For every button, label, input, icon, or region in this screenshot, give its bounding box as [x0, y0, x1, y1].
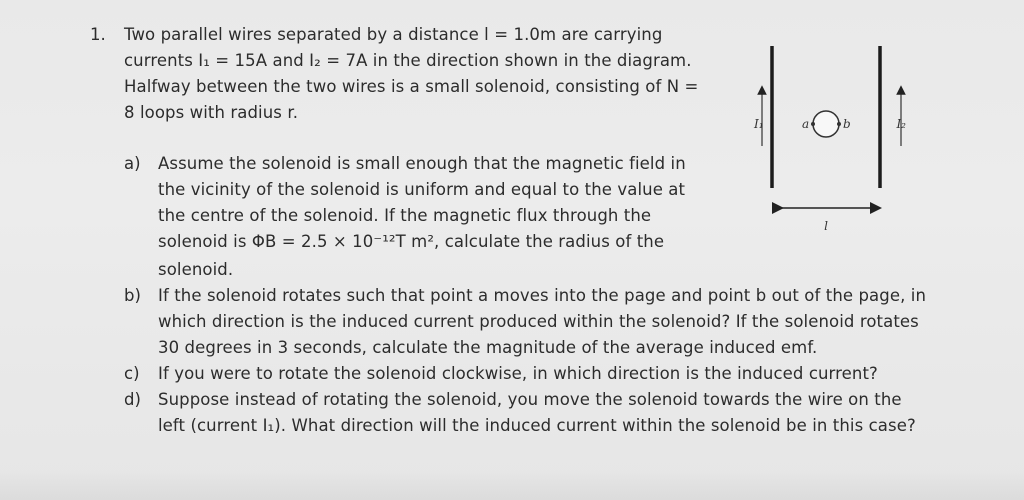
wires-solenoid-diagram: [748, 38, 908, 238]
part-d-line-2: left (current I₁). What direction will the induced current within the solenoid be in this case?: [158, 416, 916, 435]
point-b-dot: [837, 122, 841, 126]
part-b-line-2: which direction is the induced current produced within the solenoid? If the solenoid rotates: [158, 312, 919, 331]
part-b-label: b): [124, 286, 141, 305]
part-d-label: d): [124, 390, 141, 409]
photo-shadow: [0, 470, 1024, 500]
part-a-line-5: solenoid.: [158, 260, 234, 279]
point-a-dot: [811, 122, 815, 126]
part-b-line-3: 30 degrees in 3 seconds, calculate the magnitude of the average induced emf.: [158, 338, 818, 357]
part-a-line-1: Assume the solenoid is small enough that the magnetic field in: [158, 154, 686, 173]
part-b-line-1: If the solenoid rotates such that point a moves into the page and point b out of the page, in: [158, 286, 927, 305]
intro-line-2: currents I₁ = 15A and I₂ = 7A in the direction shown in the diagram.: [124, 51, 692, 70]
solenoid-loop: [813, 111, 839, 137]
intro-line-3: Halfway between the two wires is a small solenoid, consisting of N =: [124, 77, 699, 96]
problem-number: 1.: [90, 25, 106, 44]
intro-line-4: 8 loops with radius r.: [124, 103, 299, 122]
part-a-line-2: the vicinity of the solenoid is uniform and equal to the value at: [158, 180, 686, 199]
part-c-label: c): [124, 364, 140, 383]
part-a-line-4: solenoid is ΦB = 2.5 × 10⁻¹²T m², calculate the radius of the: [158, 232, 665, 251]
part-a-label: a): [124, 154, 141, 173]
label-a: a: [802, 117, 810, 131]
label-i2: I₂: [896, 117, 906, 131]
part-a-line-3: the centre of the solenoid. If the magnetic flux through the: [158, 206, 652, 225]
part-d-line-1: Suppose instead of rotating the solenoid, you move the solenoid towards the wire on the: [158, 390, 902, 409]
part-c-line-1: If you were to rotate the solenoid clockwise, in which direction is the induced current?: [158, 364, 878, 383]
intro-line-1: Two parallel wires separated by a distance l = 1.0m are carrying: [124, 25, 663, 44]
label-l: l: [824, 219, 828, 233]
label-b: b: [843, 117, 851, 131]
label-i1: I₁: [754, 117, 764, 131]
